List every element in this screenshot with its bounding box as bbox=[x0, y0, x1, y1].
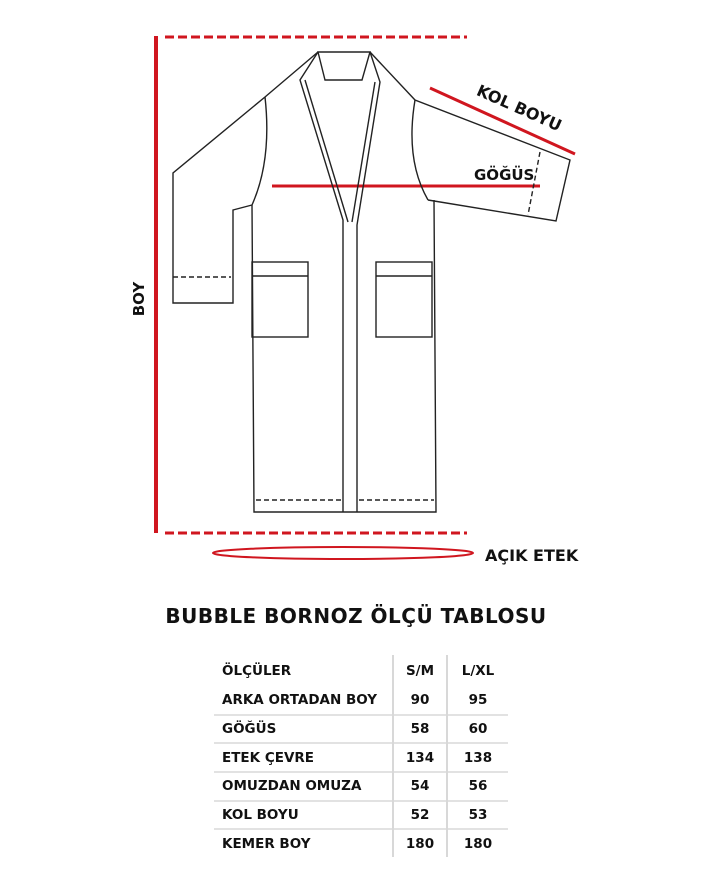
acik-etek-ellipse bbox=[213, 547, 473, 559]
header-olculer: ÖLÇÜLER bbox=[222, 663, 292, 679]
table-row bbox=[214, 772, 508, 801]
row-label: OMUZDAN OMUZA bbox=[222, 778, 362, 795]
table-row bbox=[214, 715, 508, 744]
row-label: KEMER BOY bbox=[222, 835, 311, 852]
table-row bbox=[214, 801, 508, 830]
table-row bbox=[214, 829, 508, 857]
row-lxl-value: 138 bbox=[447, 743, 508, 772]
row-lxl-value: 95 bbox=[447, 687, 508, 715]
row-label: ETEK ÇEVRE bbox=[222, 749, 315, 766]
header-sm: S/M bbox=[393, 655, 447, 687]
boy-label: BOY bbox=[130, 281, 148, 317]
header-lxl: L/XL bbox=[447, 655, 508, 687]
kol-boyu-label: KOL BOYU bbox=[473, 80, 565, 136]
gogus-label: GÖĞÜS bbox=[474, 166, 535, 184]
table-header-row bbox=[214, 655, 508, 687]
table-row bbox=[214, 687, 508, 715]
row-sm-value: 58 bbox=[393, 715, 447, 744]
row-sm-value: 52 bbox=[393, 801, 447, 830]
size-chart-title: BUBBLE BORNOZ ÖLÇÜ TABLOSU bbox=[165, 604, 547, 628]
row-lxl-value: 60 bbox=[447, 715, 508, 744]
row-label: GÖĞÜS bbox=[222, 721, 277, 738]
row-label: ARKA ORTADAN BOY bbox=[222, 692, 378, 709]
table-row bbox=[214, 743, 508, 772]
row-sm-value: 90 bbox=[393, 687, 447, 715]
row-label: KOL BOYU bbox=[222, 807, 299, 824]
row-sm-value: 54 bbox=[393, 772, 447, 801]
right-pocket bbox=[376, 262, 432, 337]
robe-outline bbox=[173, 52, 570, 512]
row-sm-value: 134 bbox=[393, 743, 447, 772]
acik-etek-label: AÇIK ETEK bbox=[485, 546, 579, 565]
row-lxl-value: 180 bbox=[447, 829, 508, 857]
size-table bbox=[214, 655, 508, 857]
left-pocket bbox=[252, 262, 308, 337]
row-lxl-value: 53 bbox=[447, 801, 508, 830]
row-sm-value: 180 bbox=[393, 829, 447, 857]
row-lxl-value: 56 bbox=[447, 772, 508, 801]
